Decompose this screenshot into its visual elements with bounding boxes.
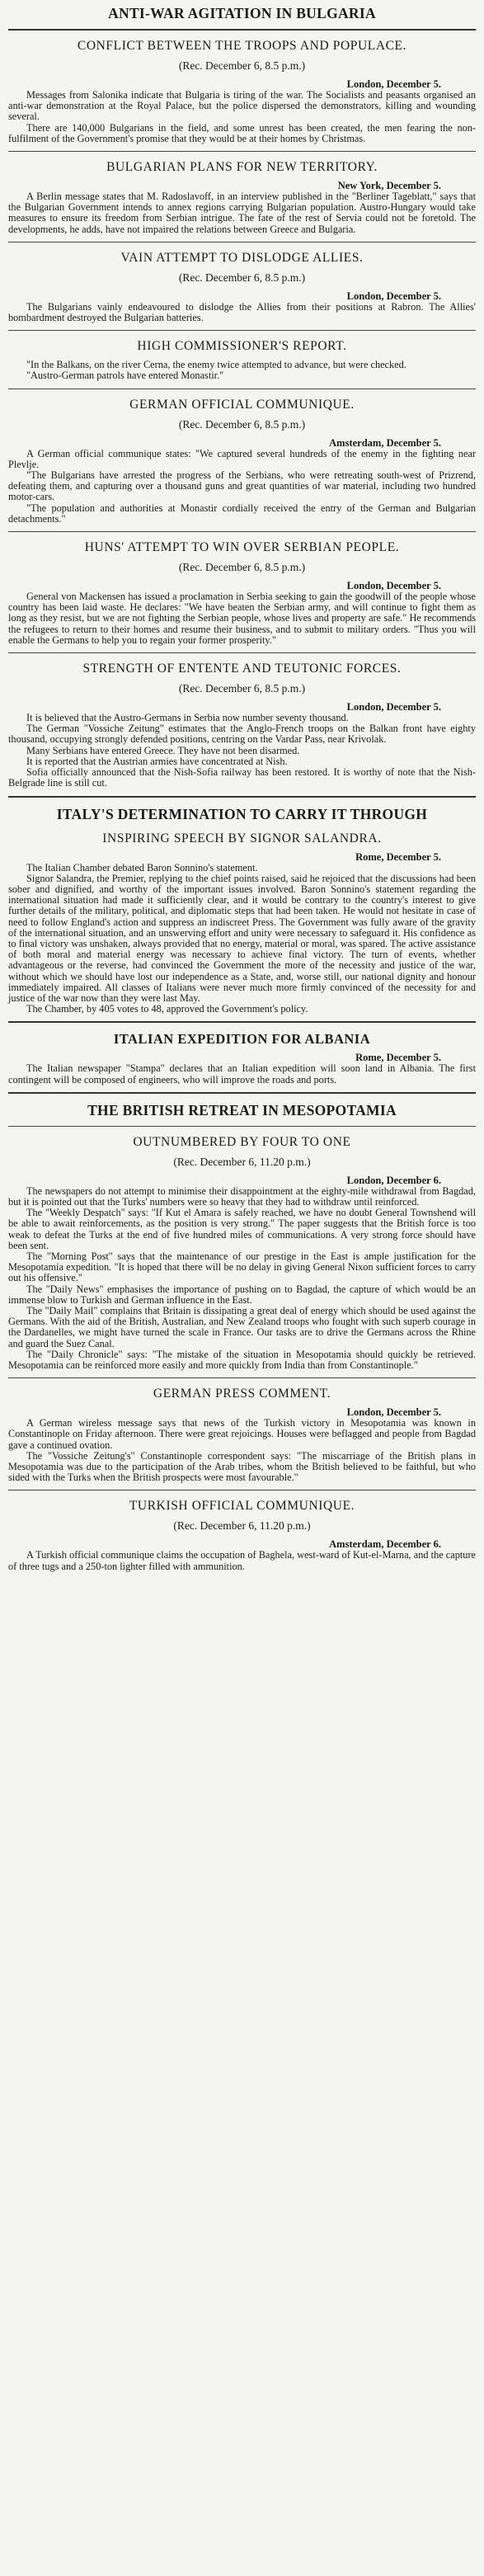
divider bbox=[8, 1126, 476, 1127]
paragraph: The "Daily Mail" complains that Britain is dissipating a great deal of energy which should be used against the Germans. With the aid of the British, Australian, and New Zealand troops who fought with such superb courage in the Dardanelles, we might have turned the scale in France. Our tasks are to drive the Germans across the Rhine and guard the Suez Canal. bbox=[8, 1304, 476, 1349]
dateline: Amsterdam, December 5. bbox=[329, 436, 441, 449]
article-subhead: STRENGTH OF ENTENTE AND TEUTONIC FORCES. bbox=[82, 662, 402, 676]
divider bbox=[8, 531, 476, 532]
divider bbox=[8, 796, 476, 798]
paragraph: "In the Balkans, on the river Cerna, the enemy twice attempted to advance, but were checked. bbox=[26, 359, 406, 371]
main-headline: ANTI-WAR AGITATION IN BULGARIA bbox=[108, 5, 376, 21]
received-time: (Rec. December 6, 8.5 p.m.) bbox=[178, 682, 306, 695]
paragraph: The "Vossiche Zeitung's" Constantinople correspondent says: "The miscarriage of the British plans in Mesopotamia was due to the participation of the Arab tribes, whom the British believed to be faithful, but who sided with the Turks when the British prospects were most favourable." bbox=[8, 1449, 476, 1484]
paragraph: It is believed that the Austro-Germans in Serbia now number seventy thousand. bbox=[26, 712, 349, 724]
article-german-communique bbox=[8, 398, 476, 525]
received-time: (Rec. December 6, 11.20 p.m.) bbox=[173, 1155, 311, 1168]
paragraph: There are 140,000 Bulgarians in the field, and some unrest has been created, the men fearing the non-fulfilment of the Government's promise that they would be at their homes by Christmas. bbox=[8, 121, 476, 144]
paragraph: The Italian Chamber debated Baron Sonnino's statement. bbox=[26, 861, 258, 874]
paragraph: A Berlin message states that M. Radoslavoff, in an interview published in the "Berliner Tageblatt," says that the Bulgarian Government intends to annex regions carrying Bulgarian population. Austro-Hungary would take measures to ensure its freedom from Serbian intrigue. The fate of the rest of Servia could not be foretold. The developments, he adds, have not impaired the relations between Greece and Bulgaria. bbox=[8, 191, 476, 235]
dateline: London, December 5. bbox=[346, 290, 441, 302]
article-italian-expedition bbox=[8, 1031, 476, 1085]
paragraph: The newspapers do not attempt to minimise their disappointment at the eighty-mile withdrawal from Bagdad, but it is pointed out that the Turks' numbers were so heavy that they had to withdraw until reinforced. bbox=[8, 1184, 476, 1208]
divider bbox=[8, 330, 476, 331]
paragraph: "The population and authorities at Monastir cordially received the entry of the German and Bulgarian detachments." bbox=[8, 502, 476, 525]
article-high-commissioner bbox=[8, 339, 476, 381]
article-subhead: VAIN ATTEMPT TO DISLODGE ALLIES. bbox=[120, 250, 364, 265]
paragraph: The "Morning Post" says that the maintenance of our prestige in the East is ample justification for the Mesopotamia expedition. "It is hoped that there will be no delay in giving General Nixon sufficient forces to carry out his offensive." bbox=[8, 1250, 476, 1284]
paragraph: "The Bulgarians have arrested the progress of the Serbians, who were retreating south-west of Prizrend, defeating them, and capturing over a thousand guns and great quantities of war material, including two hundred motor-cars. bbox=[8, 469, 476, 503]
dateline: London, December 5. bbox=[346, 580, 441, 592]
paragraph: The Italian newspaper "Stampa" declares that an Italian expedition will soon land in Albania. The first contingent will be composed of engineers, who will improve the roads and ports. bbox=[8, 1062, 476, 1085]
dateline: Rome, December 5. bbox=[355, 850, 441, 863]
article-subhead: GERMAN PRESS COMMENT. bbox=[153, 1387, 331, 1401]
paragraph: A German wireless message says that news of the Turkish victory in Mesopotamia was known in Constantinople on Friday afternoon. There were great rejoicings. Houses were beflagged and people from Bagdad gave a continued ovation. bbox=[8, 1417, 476, 1451]
paragraph: Signor Salandra, the Premier, replying to the chief points raised, said he rejoiced that the discussions had been sober and dignified, and worthy of the important issues involved. Baron Sonnino's statement regarding the international situation had made it sufficiently clear, and it would be contrary to the country's interest to give further details of the military, political, and diplomatic steps that had been taken. He would not hesitate in case of need to follow England's action and suppress an indiscreet Press. The Government was fully aware of the gravity of the international situation, and an unswerving effort and unity were necessary to safeguard it. His confidence as to final victory was unshaken, always provided that no energy, material or moral, was spared. The active assistance of both moral and material energy was necessary to achieve final victory. The turn of events, whether advantageous or the reverse, had convinced the Government the more of the necessity and justice of the war, without which we should have lost our independence as a State, and, worse still, our national dignity and honour immediately impaired. All classes of Italians were never much more firmly convinced of the necessity for and justice of the war now than they were last May. bbox=[8, 872, 476, 1004]
article-subhead: TURKISH OFFICIAL COMMUNIQUE. bbox=[129, 1499, 355, 1514]
article-subhead: CONFLICT BETWEEN THE TROOPS AND POPULACE. bbox=[77, 39, 407, 53]
article-italy-determination bbox=[8, 806, 476, 1015]
dateline: London, December 5. bbox=[346, 78, 441, 90]
received-time: (Rec. December 6, 11.20 p.m.) bbox=[173, 1519, 311, 1533]
paragraph: Messages from Salonika indicate that Bulgaria is tiring of the war. The Socialists and peasants organised an anti-war demonstration at the Royal Palace, but the police dispersed the demonstrators, killing and wounding several. bbox=[8, 89, 476, 123]
article-british-retreat bbox=[8, 1102, 476, 1371]
divider bbox=[8, 242, 476, 243]
divider bbox=[8, 652, 476, 653]
received-time: (Rec. December 6, 8.5 p.m.) bbox=[178, 561, 306, 574]
paragraph: General von Mackensen has issued a proclamation in Serbia seeking to gain the goodwill of the people whose country has been laid waste. He declares: "We have beaten the Serbian army, and will continue to fight them as long as they resist, but we are not fighting the Serbian people, whose lives and property are safe." He recommends the refugees to return to their homes and resume their business, and to submit to military orders. "Thus you will enable the Germans to help you to regain your former prosperity." bbox=[8, 591, 476, 646]
article-turkish-communique bbox=[8, 1499, 476, 1571]
article-subhead: HUNS' ATTEMPT TO WIN OVER SERBIAN PEOPLE. bbox=[84, 540, 400, 555]
divider bbox=[8, 1490, 476, 1491]
divider bbox=[8, 151, 476, 152]
divider bbox=[8, 1021, 476, 1023]
dateline: New York, December 5. bbox=[337, 180, 441, 192]
paragraph: A German official communique states: "We captured several hundreds of the enemy in the fighting near Plevlje. bbox=[8, 447, 476, 470]
received-time: (Rec. December 6, 8.5 p.m.) bbox=[178, 271, 306, 284]
dateline: Amsterdam, December 6. bbox=[329, 1538, 441, 1551]
dateline: Rome, December 5. bbox=[355, 1052, 441, 1064]
dateline: London, December 6. bbox=[346, 1174, 441, 1186]
paragraph: A Turkish official communique claims the occupation of Baghela, west-ward of Kut-el-Marna, and the capture of three tugs and a 250-ton lighter filled with ammunition. bbox=[8, 1549, 476, 1572]
article-huns-attempt bbox=[8, 540, 476, 646]
article-subhead: HIGH COMMISSIONER'S REPORT. bbox=[137, 339, 347, 354]
paragraph: The Chamber, by 405 votes to 48, approved the Government's policy. bbox=[26, 1003, 308, 1015]
divider bbox=[8, 29, 476, 31]
article-german-press bbox=[8, 1387, 476, 1483]
dateline: London, December 5. bbox=[346, 1406, 441, 1419]
paragraph: It is reported that the Austrian armies have concentrated at Nish. bbox=[26, 755, 288, 767]
paragraph: The "Weekly Despatch" says: "If Kut el Amara is safely reached, we have no doubt General Townshend will be able to await reinforcements, as the position is very strong." The paper suggests that the British force is too weak to defeat the Turks at the end of five hundred miles of communications. A very strong force should have been sent. bbox=[8, 1207, 476, 1251]
article-subhead: OUTNUMBERED BY FOUR TO ONE bbox=[133, 1134, 351, 1149]
article-conflict-troops bbox=[8, 39, 476, 144]
paragraph: The "Daily News" emphasises the importance of pushing on to Bagdad, the capture of which would be an immense blow to Turkish and German influence in the East. bbox=[8, 1283, 476, 1306]
article-vain-attempt bbox=[8, 251, 476, 323]
divider bbox=[8, 1092, 476, 1094]
article-subhead: BULGARIAN PLANS FOR NEW TERRITORY. bbox=[106, 160, 378, 175]
paragraph: The German "Vossiche Zeitung" estimates that the Anglo-French troops on the Balkan front have eighty thousand, occupying strongly defended positions, centring on the Vardar Pass, near Krivolak. bbox=[8, 723, 476, 746]
paragraph: The Bulgarians vainly endeavoured to dislodge the Allies from their positions at Rabron. The Allies' bombardment destroyed the Bulgarian batteries. bbox=[8, 300, 476, 324]
received-time: (Rec. December 6, 8.5 p.m.) bbox=[178, 59, 306, 72]
section-headline: THE BRITISH RETREAT IN MESOPOTAMIA bbox=[87, 1101, 397, 1118]
article-subhead: GERMAN OFFICIAL COMMUNIQUE. bbox=[129, 397, 355, 412]
article-bulgarian-plans bbox=[8, 160, 476, 235]
received-time: (Rec. December 6, 8.5 p.m.) bbox=[178, 417, 306, 431]
paragraph: "Austro-German patrols have entered Monastir." bbox=[26, 370, 224, 382]
paragraph: Sofia officially announced that the Nish-Sofia railway has been restored. It is worthy of note that the Nish-Belgrade line is still cut. bbox=[8, 766, 476, 789]
section-headline: ITALY'S DETERMINATION TO CARRY IT THROUGH bbox=[56, 805, 428, 822]
article-subhead: INSPIRING SPEECH BY SIGNOR SALANDRA. bbox=[102, 831, 382, 845]
divider bbox=[8, 1377, 476, 1378]
section-headline: ITALIAN EXPEDITION FOR ALBANIA bbox=[113, 1031, 371, 1048]
paragraph: The "Daily Chronicle" says: "The mistake of the situation in Mesopotamia should quickly be retrieved. Mesopotamia can be reinforced more easily and more quickly from India than from Constantinople." bbox=[8, 1348, 476, 1371]
article-strength-forces bbox=[8, 662, 476, 789]
paragraph: Many Serbians have entered Greece. They have not been disarmed. bbox=[26, 744, 300, 756]
dateline: London, December 5. bbox=[346, 701, 441, 713]
